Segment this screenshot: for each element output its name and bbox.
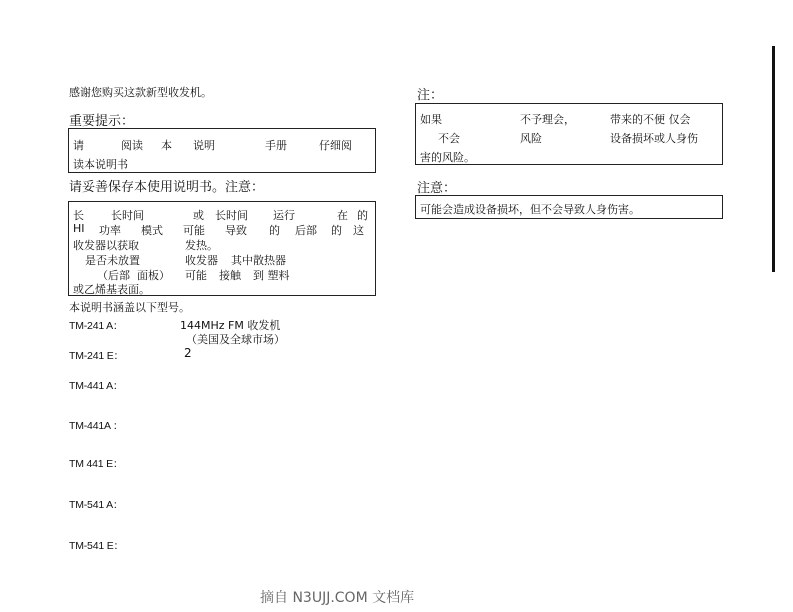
important-box	[68, 128, 376, 173]
model-code-2: TM-241 E：	[69, 350, 124, 362]
caution-box-right	[415, 195, 723, 219]
model-code-7: TM-541 E：	[69, 540, 124, 552]
model-desc-1b: （美国及全球市场）	[186, 333, 285, 346]
box2-r1-w4: 长时间	[215, 209, 248, 222]
note-r2-w1: 不会	[438, 132, 460, 145]
thanks-text: 感谢您购买这款新型收发机。	[69, 86, 212, 99]
box2-r5-w3: 可能	[185, 269, 207, 282]
caution-box-left	[68, 201, 376, 296]
box2-r1-w3: 或	[193, 209, 204, 222]
box2-r2-w5: 导致	[225, 224, 247, 237]
box2-r5-w2: 面板）	[137, 269, 170, 282]
note-heading: 注：	[417, 88, 444, 103]
box2-r2-w4: 可能	[183, 224, 205, 237]
important-heading: 重要提示：	[69, 114, 135, 129]
note-r2-w2: 风险	[520, 132, 542, 145]
note-r1-w1: 如果	[420, 113, 442, 126]
box2-r1-w7: 的	[357, 209, 368, 222]
box2-r4-w2: 收发器	[185, 254, 218, 267]
box2-r2-w1: HI	[73, 222, 85, 235]
model-code-6: TM-541 A：	[69, 499, 124, 511]
box1-word-5: 手册	[265, 139, 287, 152]
box2-r5-w1: （后部	[97, 269, 130, 282]
box2-r5-w4: 接触	[219, 269, 241, 282]
keep-note: 请妥善保存本使用说明书。注意：	[69, 180, 265, 195]
model-code-4: TM-441A ：	[69, 420, 124, 432]
box2-r2-w8: 的	[331, 224, 342, 237]
footer-watermark: 摘自 N3UJJ.COM 文档库	[260, 590, 415, 606]
box2-r2-w9: 这	[353, 224, 364, 237]
note-r3: 害的风险。	[420, 151, 475, 164]
box2-r2-w3: 模式	[141, 224, 163, 237]
box1-line-2: 读本说明书	[73, 158, 128, 171]
box2-r1-w5: 运行	[273, 209, 295, 222]
model-desc-1: 144MHz FM 收发机	[180, 319, 281, 332]
box1-word-3: 本	[161, 139, 172, 152]
box1-word-2: 阅读	[121, 139, 143, 152]
model-code-3: TM-441 A：	[69, 380, 124, 392]
box1-word-1: 请	[73, 139, 84, 152]
note-r1-w3: 带来的不便 仅会	[610, 113, 691, 126]
box2-r2-w7: 后部	[295, 224, 317, 237]
box1-word-6: 仔细阅	[319, 139, 352, 152]
box2-r2-w2: 功率	[99, 224, 121, 237]
note-box	[415, 103, 723, 165]
model-code-1: TM-241 A：	[69, 320, 124, 332]
scan-edge-bar	[772, 46, 775, 272]
box2-r2-w6: 的	[269, 224, 280, 237]
box2-r3-w1: 收发器以获取	[73, 239, 139, 252]
box2-r1-w1: 长	[73, 209, 84, 222]
box2-r1-w6: 在	[337, 209, 348, 222]
covers-text: 本说明书涵盖以下型号。	[69, 301, 190, 314]
box2-r6: 或乙烯基表面。	[73, 283, 150, 296]
box2-r3-w2: 发热。	[185, 239, 218, 252]
caution-box-text: 可能会造成设备损坏，但不会导致人身伤害。	[420, 203, 640, 216]
model-code-5: TM 441 E：	[69, 458, 124, 470]
caution-heading: 注意：	[417, 181, 457, 196]
box2-r1-w2: 长时间	[111, 209, 144, 222]
model-desc-2: 2	[184, 346, 192, 360]
box2-r5-w5: 到 塑料	[253, 269, 290, 282]
note-r1-w2: 不予理会，	[520, 113, 575, 126]
box1-word-4: 说明	[193, 139, 215, 152]
box2-r4-w1: 是否未放置	[85, 254, 140, 267]
note-r2-w3: 设备损坏或人身伤	[610, 132, 698, 145]
box2-r4-w3: 其中散热器	[231, 254, 286, 267]
